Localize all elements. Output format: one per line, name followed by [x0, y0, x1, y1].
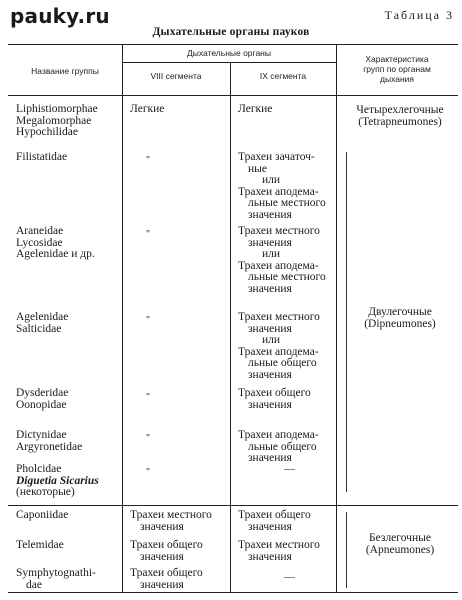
group-name: Symphytognathi- [16, 567, 96, 579]
seg9-text: значения [248, 398, 292, 411]
seg8-cell [130, 510, 230, 533]
dash-mark: — [284, 571, 295, 583]
seg9-text: льные общего [248, 440, 317, 453]
seg9-text: значения [248, 550, 292, 563]
seg9-text: или [262, 334, 281, 346]
seg9-text: льные местного [248, 197, 326, 209]
group-name: Araneidae [16, 225, 64, 237]
header-organs: Дыхательные органы [187, 48, 271, 58]
seg8-text: Трахеи общего [130, 539, 203, 551]
row-names [16, 568, 96, 591]
group-name: Megalomorphae [16, 114, 92, 127]
row-names [16, 388, 68, 411]
table-divider-rule [8, 505, 458, 506]
group-name: Salticidae [16, 322, 62, 335]
dash-mark: — [284, 463, 295, 475]
characteristic-line: Безлегочные [369, 532, 431, 544]
seg9-text: Трахеи местного [238, 539, 320, 551]
seg9-text: значения [248, 520, 292, 533]
group-name: dae [26, 578, 42, 591]
seg9-text: Трахеи аподема- [238, 185, 319, 198]
table-title: Дыхательные органы пауков [152, 26, 310, 38]
ditto-mark: " [146, 467, 151, 478]
seg9-text: льные местного [248, 271, 326, 283]
seg9-cell [238, 388, 338, 411]
seg9-text: льные общего [248, 357, 317, 369]
column-rule-1 [122, 44, 123, 592]
header-seg9: IX сегмента [259, 71, 307, 81]
header-char-line: Характеристика [365, 54, 429, 64]
ditto-mark: " [146, 433, 151, 444]
seg9-text: значения [248, 208, 292, 221]
header-char-line: дыхания [380, 74, 414, 84]
seg9-cell [238, 226, 338, 295]
seg9-cell [238, 430, 338, 465]
seg8-cell [130, 568, 230, 591]
group-name: Agelenidae и др. [16, 248, 95, 260]
watermark: pauky.ru [10, 4, 110, 28]
seg9-cell [238, 510, 338, 533]
seg9-text: Трахеи аподема- [238, 345, 319, 358]
group-name: Dysderidae [16, 387, 69, 399]
seg9-text: значения [248, 282, 292, 295]
ditto-mark: " [146, 392, 151, 403]
seg9-text: Трахеи зачаточ- [238, 151, 315, 163]
seg9-text: значения [248, 452, 292, 464]
row-names [16, 430, 82, 453]
table-number: Таблица 3 [384, 8, 454, 22]
seg8-cell [130, 540, 230, 563]
group-name: Oonopidae [16, 398, 67, 411]
group-name: Caponiidae [16, 509, 69, 521]
group-name: Liphistiomorphae [16, 103, 98, 115]
seg9-text: Трахеи аподема- [238, 429, 319, 441]
group-name: Lycosidae [16, 236, 63, 249]
ditto-mark: " [146, 155, 151, 166]
seg9-text: или [262, 174, 281, 186]
seg9-text: Легкие [238, 103, 273, 115]
header-characteristic [336, 54, 458, 84]
seg8-text: Трахеи общего [130, 567, 203, 579]
seg9-text: значения [248, 322, 292, 335]
seg9-text: или [262, 248, 281, 260]
column-rule-2 [230, 62, 231, 592]
row-names [16, 104, 98, 139]
characteristic-label [345, 532, 455, 556]
header-subrule [122, 62, 336, 63]
seg9-cell [238, 152, 338, 221]
seg9-text: Трахеи общего [238, 509, 311, 521]
characteristic-line: (Apneumones) [365, 544, 435, 556]
group-name: Argyronetidae [16, 440, 83, 453]
header-seg8: VIII сегмента [150, 71, 202, 81]
seg8-text: значения [140, 520, 184, 533]
seg9-text: Трахеи общего [238, 387, 311, 399]
group-name: Dictynidae [16, 429, 67, 441]
group-name: (некоторые) [16, 486, 75, 498]
seg9-cell [238, 104, 338, 116]
seg9-text: Трахеи местного [238, 311, 320, 323]
seg9-text: ные [248, 162, 267, 175]
group-name: Pholcidae [16, 463, 62, 475]
table-header-rule [8, 95, 458, 96]
seg9-cell [238, 312, 338, 381]
characteristic-line: (Dipneumones) [364, 318, 436, 330]
characteristic-label [345, 104, 455, 128]
seg8-cell [130, 104, 230, 116]
header-group-name: Название группы [31, 66, 99, 76]
seg9-text: значения [248, 368, 292, 381]
seg9-text: значения [248, 236, 292, 249]
characteristic-line: (Tetrapneumones) [358, 116, 442, 128]
seg8-text: Трахеи местного [130, 509, 212, 521]
row-names [16, 510, 68, 522]
group-name: Hypochilidae [16, 126, 78, 138]
header-char-line: групп по органам [363, 64, 431, 74]
seg9-text: Трахеи аподема- [238, 259, 319, 272]
seg8-text: значения [140, 550, 184, 563]
characteristic-label [345, 306, 455, 330]
row-names [16, 312, 68, 335]
ditto-mark: " [146, 315, 151, 326]
ditto-mark: " [146, 229, 151, 240]
row-names [16, 540, 64, 552]
group-name: Agelenidae [16, 311, 69, 323]
table-top-rule [8, 44, 458, 45]
seg8-text: Легкие [130, 103, 165, 115]
group-name: Telemidae [16, 539, 64, 551]
table-bottom-rule [8, 592, 458, 593]
group-name: Filistatidae [16, 151, 68, 163]
seg9-cell [238, 540, 338, 563]
seg9-text: Трахеи местного [238, 225, 320, 237]
row-names [16, 464, 99, 499]
characteristic-line: Четырехлегочные [356, 104, 444, 116]
row-names [16, 226, 95, 261]
group-name: Diguetia Sicarius [16, 474, 99, 487]
row-names [16, 152, 67, 164]
characteristic-line: Двулегочные [368, 306, 432, 318]
seg8-text: значения [140, 578, 184, 591]
